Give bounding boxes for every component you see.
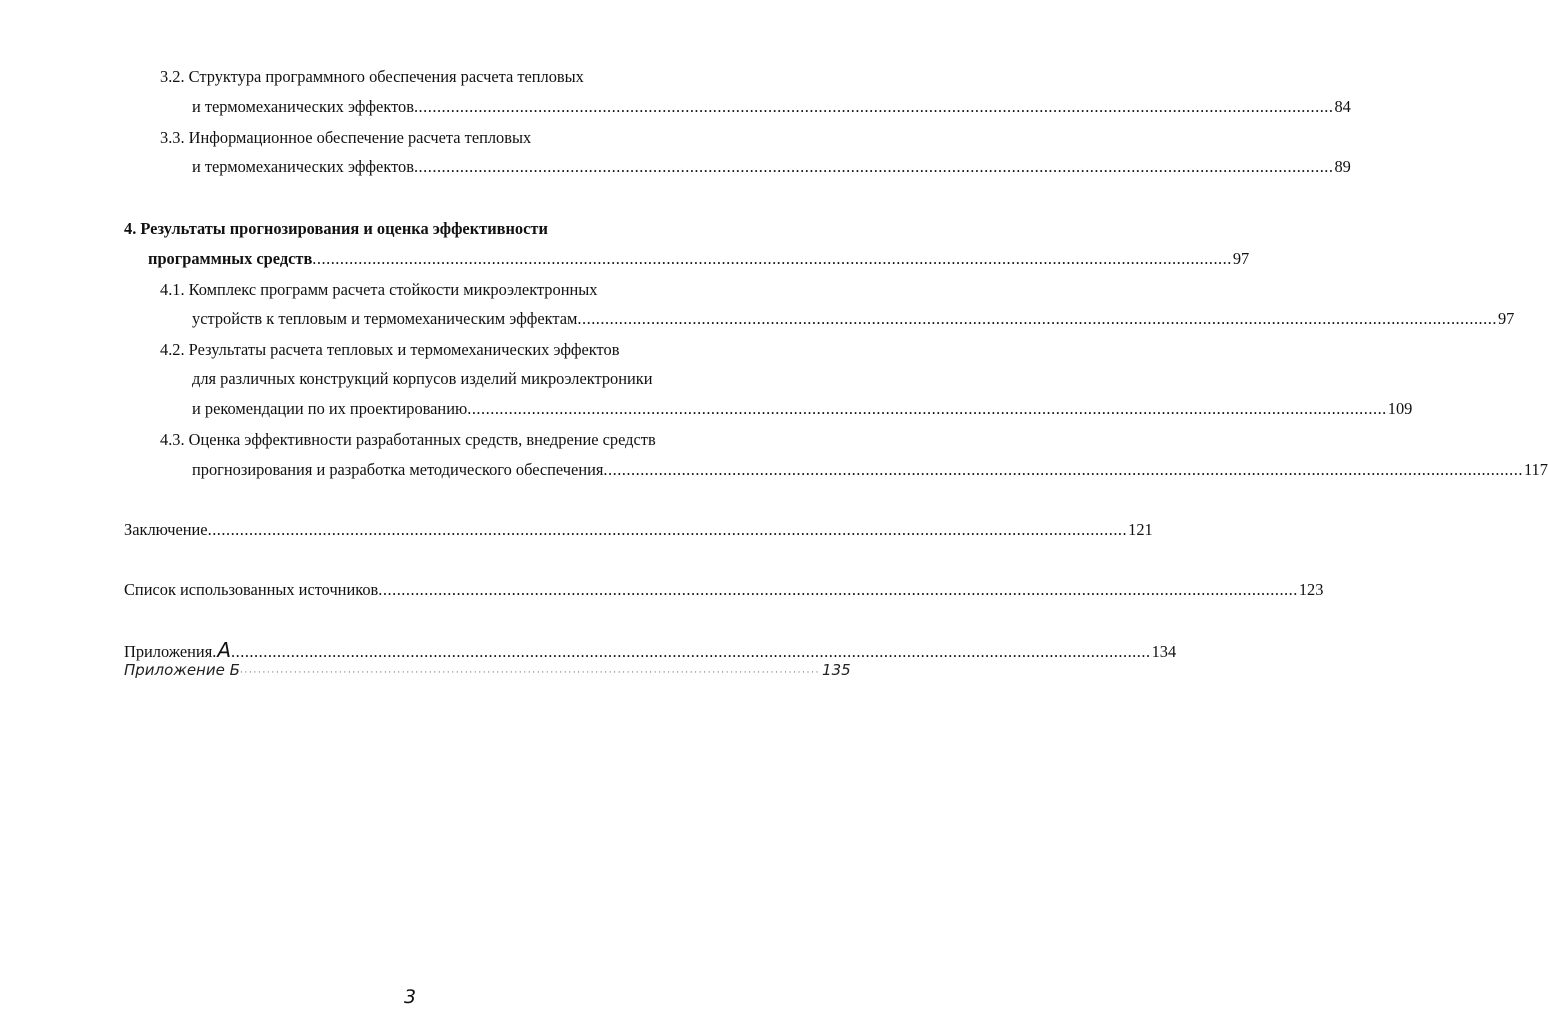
leader-dots: ........................................................................................................................................................................................................ — [207, 520, 1128, 539]
leader-dots: ........................................................................................................................................................................................................ — [413, 97, 1334, 116]
toc-chapter-4-title-cont: программных средств — [148, 249, 313, 268]
toc-4-3-title-cont: прогнозирования и разработка методического обеспечения — [192, 460, 604, 479]
toc-appendix-a-page: 134 — [1151, 642, 1177, 661]
toc-conclusion-title: Заключение — [124, 520, 208, 539]
toc-4-1-title: 4.1. Комплекс программ расчета стойкости микроэлектронных — [160, 280, 598, 299]
toc-3-2-title-cont: и термомеханических эффектов — [192, 97, 414, 116]
toc-4-1-page: 97 — [1497, 309, 1515, 328]
leader-dots: ........................................................................................................................................................................................................ — [603, 460, 1523, 479]
toc-3-2-title: 3.2. Структура программного обеспечения расчета тепловых — [160, 67, 584, 86]
toc-4-2-title-cont: для различных конструкций корпусов изделий микроэлектроники — [192, 369, 653, 388]
toc-4-1-entry — [192, 309, 1515, 329]
toc-chapter-4-page: 97 — [1232, 249, 1250, 268]
toc-3-3-title: 3.3. Информационное обеспечение расчета тепловых — [160, 128, 532, 147]
toc-appendix-a-title: Приложения. — [124, 642, 217, 661]
toc-references-entry — [124, 580, 1324, 600]
toc-3-3-entry — [192, 157, 1351, 177]
leader-dots: ........................................................................................................................................................................................................ — [231, 642, 1151, 661]
toc-4-3-title: 4.3. Оценка эффективности разработанных средств, внедрение средств — [160, 430, 656, 449]
toc-3-2-page: 84 — [1334, 97, 1351, 116]
leader-dots: ........................................................................................................................................................................................................ — [378, 580, 1298, 599]
leader-dots: ........................................................................................................................................................................................................ — [577, 309, 1497, 328]
toc-references-title: Список использованных источников — [124, 580, 379, 599]
toc-references-page: 123 — [1298, 580, 1324, 599]
toc-4-2-title: 4.2. Результаты расчета тепловых и термомеханических эффектов — [160, 340, 620, 359]
toc-4-3-page: 117 — [1523, 460, 1548, 479]
toc-4-1-title-cont: устройств к тепловым и термомеханическим эффектам — [192, 309, 578, 328]
toc-3-2-entry — [192, 97, 1351, 117]
page-number: 3 — [404, 986, 417, 1008]
toc-appendix-a-handwritten-letter: А — [217, 638, 232, 662]
toc-4-2-page: 109 — [1387, 399, 1413, 418]
toc-4-2-entry — [192, 399, 1413, 419]
toc-4-2-title-cont2: и рекомендации по их проектированию — [192, 399, 468, 418]
leader-dots: ........................................................................................................................................................................................................ — [312, 249, 1232, 268]
toc-conclusion-entry — [124, 520, 1153, 540]
toc-3-3-title-cont: и термомеханических эффектов — [192, 157, 414, 176]
toc-appendix-b-entry — [124, 661, 851, 681]
leader-dots: ........................................................................................................................................................................................................ — [413, 157, 1334, 176]
toc-appendix-b-title: Приложение Б — [124, 661, 240, 679]
toc-conclusion-page: 121 — [1128, 520, 1153, 539]
toc-chapter-4-title: 4. Результаты прогнозирования и оценка эффективности — [124, 219, 548, 238]
handwritten-leader-dots: ································································································································· — [239, 667, 821, 677]
toc-appendix-a-entry — [124, 638, 1177, 662]
toc-4-3-entry — [192, 460, 1548, 480]
toc-3-3-page: 89 — [1334, 157, 1351, 176]
toc-appendix-b-page: 135 — [822, 661, 851, 679]
leader-dots: ........................................................................................................................................................................................................ — [467, 399, 1387, 418]
toc-chapter-4-entry — [148, 249, 1250, 269]
